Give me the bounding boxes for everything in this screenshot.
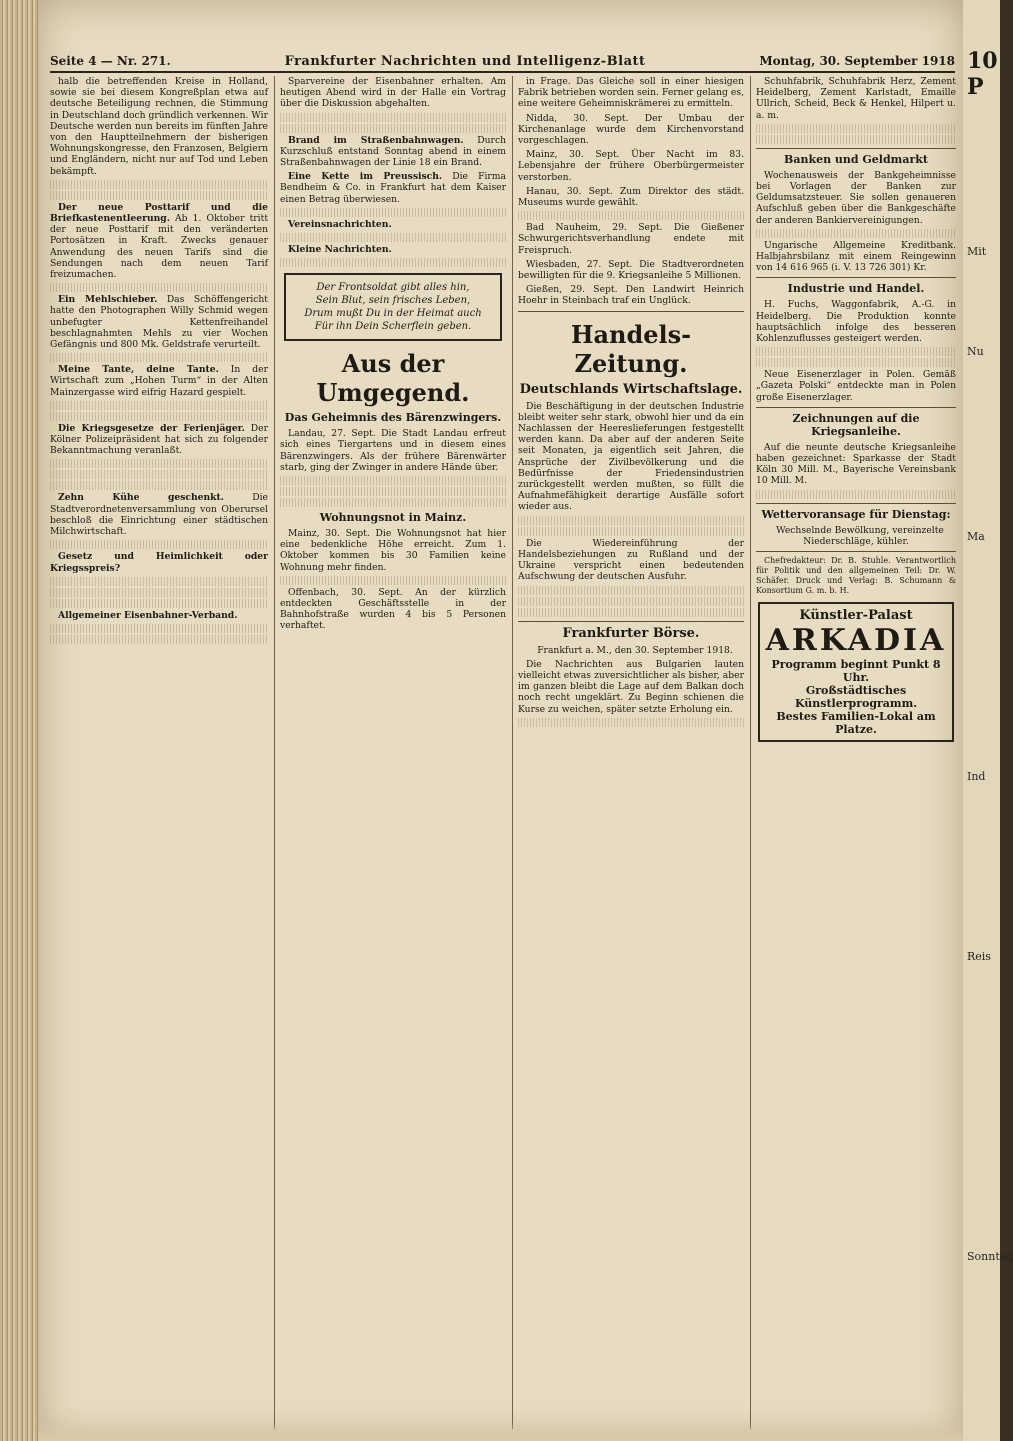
ad-line: Programm beginnt Punkt 8 Uhr. bbox=[771, 658, 941, 685]
text-filler bbox=[50, 599, 268, 608]
text-filler bbox=[280, 487, 506, 496]
article-text: Der Kölner Polizeipräsident hat sich zu folgender Bekanntmachung veranlaßt. bbox=[50, 422, 268, 457]
text-filler bbox=[518, 527, 744, 536]
poem-line: Sein Blut, sein frisches Leben, bbox=[315, 295, 471, 307]
column-rule bbox=[750, 76, 751, 1429]
article-heading: Brand im Straßenbahnwagen. bbox=[288, 134, 464, 146]
article-text: Sparvereine der Eisenbahner erhalten. Am heutigen Abend wird in der Halle ein Vortrag über die Diskussion abgehalten. bbox=[280, 76, 506, 110]
text-filler bbox=[50, 470, 268, 479]
article-heading: Vereinsnachrichten. bbox=[288, 218, 392, 230]
poem-line: Der Frontsoldat gibt alles hin, bbox=[316, 282, 470, 294]
article-heading: Wohnungsnot in Mainz. bbox=[319, 511, 467, 525]
article-heading: Allgemeiner Eisenbahner-Verband. bbox=[58, 609, 238, 621]
next-page-fragment: Sonntag bbox=[967, 1250, 1013, 1263]
article-heading: Zeichnungen auf die Kriegsanleihe. bbox=[792, 411, 920, 438]
column-rule bbox=[274, 76, 275, 1429]
header-rule bbox=[50, 71, 955, 73]
text-filler bbox=[280, 124, 506, 133]
article-text: Die Wiedereinführung der Handelsbeziehungen zu Rußland und der Ukraine verspricht einen bedeutenden Aufschwung der deutschen Ausfuhr. bbox=[518, 537, 744, 583]
article-heading: Gesetz und Heimlichkeit oder Kriegsspreis? bbox=[50, 551, 268, 574]
article-heading: Ein Mehlschieber. bbox=[58, 294, 158, 306]
text-filler bbox=[280, 258, 506, 267]
ad-line: Großstädtisches Künstlerprogramm. bbox=[794, 684, 918, 711]
article-text: halb die betreffenden Kreise in Holland, sowie sie bei diesem Kongreßplan etwa auf deutsche Beteiligung rechnen, die Stimmung in Deutschland doch gründlich verkennen. Wir Deutsche werden nun bereits im fünften Jahre von den Hauptteilnehmern der bisherigen Wohnungskongresse, den Franzosen, Belgiern und Engländern, nicht nur auf Tod und Leben bekämpft. bbox=[50, 76, 269, 177]
article-text: Hanau, 30. Sept. Zum Direktor des städt. Museums wurde gewählt. bbox=[518, 185, 744, 209]
page-shadow bbox=[38, 1421, 963, 1441]
article-text: Ab 1. Oktober tritt der neue Posttarif mit den veränderten Portosätzen in Kraft. Zwecks genauer Anwendung des neuen Tarifs sind die Sendungen nach dem neuen Tarif freizumachen. bbox=[50, 213, 269, 281]
article-text: Die Beschäftigung in der deutschen Industrie bleibt weiter sehr stark, obwohl hier und da ein Nachlassen der Heereslieferungen festgestellt werden kann. Da aber auf der anderen Seite seit Monaten, ja eigentlich seit Jahren, die Ansprüche der Zivilbevölkerung und die Bedürfnisse der Friedensindustrien zurückgestellt werden mußten, so füllt die Aufnahmefähigkeit derartige Ausfälle sofort wieder aus. bbox=[518, 400, 744, 513]
text-filler bbox=[50, 283, 268, 292]
article-text: Offenbach, 30. Sept. An der kürzlich entdeckten Geschäftsstelle in der Bahnhofstraße wurden 4 bis 5 Personen verhaftet. bbox=[280, 586, 506, 632]
text-filler bbox=[280, 208, 506, 217]
text-filler bbox=[50, 577, 268, 586]
text-filler bbox=[280, 576, 506, 585]
text-filler bbox=[50, 635, 268, 644]
article-text: Gießen, 29. Sept. Den Landwirt Heinrich Hoehr in Steinbach traf ein Unglück. bbox=[518, 284, 744, 307]
separator bbox=[756, 407, 956, 408]
article-text: Die Firma Bendheim & Co. in Frankfurt hat dem Kaiser einen Betrag überwiesen. bbox=[280, 171, 507, 205]
article-text: Auf die neunte deutsche Kriegsanleihe haben gezeichnet: Sparkasse der Stadt Köln 30 Mill. M., Bayerische Vereinsbank 10 Mill. M. bbox=[756, 441, 956, 487]
poem-line: Für ihn Dein Scherflein geben. bbox=[314, 321, 472, 333]
article-text: Nidda, 30. Sept. Der Umbau der Kirchenanlage wurde dem Kirchenvorstand vorgeschlagen. bbox=[518, 112, 744, 147]
poem-box bbox=[284, 273, 502, 341]
column-3 bbox=[518, 76, 744, 1429]
next-page-fragment: Mit bbox=[967, 245, 987, 258]
next-page-fragment: Ind bbox=[967, 770, 986, 783]
separator bbox=[756, 503, 956, 504]
newspaper-title: Frankfurter Nachrichten und Intelligenz-Blatt bbox=[284, 53, 646, 69]
article-text: Wochenausweis der Bankgeheimnisse bei Vorlagen der Banken zur Geldumsatzsteuer. Sie sollen genaueren Aufschluß geben über die Bankgeschäfte der anderen Bankiervereinigungen. bbox=[756, 169, 956, 226]
advertisement bbox=[758, 602, 954, 742]
article-text: Durch Kurzschluß entstand Sonntag abend in einem Straßenbahnwagen der Linie 18 ein Brand. bbox=[280, 134, 507, 169]
text-filler bbox=[756, 490, 956, 499]
book-page-edge bbox=[0, 0, 38, 1441]
text-filler bbox=[518, 597, 744, 606]
column-2 bbox=[280, 76, 506, 1429]
next-page-fragment: Ma bbox=[967, 530, 985, 543]
page-header bbox=[50, 52, 955, 70]
separator bbox=[756, 148, 956, 149]
text-filler bbox=[518, 718, 744, 727]
text-filler bbox=[50, 401, 268, 410]
section-title: Aus der Umgegend. bbox=[316, 349, 470, 408]
text-filler bbox=[50, 180, 268, 189]
text-filler bbox=[50, 588, 268, 597]
text-filler bbox=[756, 229, 956, 238]
article-heading: Frankfurter Börse. bbox=[562, 625, 700, 641]
article-heading: Deutschlands Wirtschaftslage. bbox=[519, 381, 743, 397]
text-filler bbox=[280, 476, 506, 485]
dateline: Frankfurt a. M., den 30. September 1918. bbox=[537, 644, 733, 656]
text-filler bbox=[756, 347, 956, 356]
article-text: in Frage. Das Gleiche soll in einer hiesigen Fabrik betrieben worden sein. Ferner gelang es, eine weitere Geheimniskrämerei zu ermitteln. bbox=[518, 76, 744, 110]
article-text: In der Wirtschaft zum „Hohen Turm“ in der Alten Mainzergasse wird eifrig Hazard gespielt. bbox=[50, 364, 268, 398]
article-heading: Die Kriegsgesetze der Ferienjäger. bbox=[58, 422, 245, 434]
poem-line: Drum mußt Du in der Heimat auch bbox=[304, 308, 482, 320]
article-text: Das Schöffengericht hatte den Photographen Willy Schmid wegen unbefugter Kettenfreihandel beschlagnahmten Mehls zu vier Wochen Gefängnis und 800 Mk. Geldstrafe verurteilt. bbox=[50, 294, 269, 351]
text-filler bbox=[50, 540, 268, 549]
text-filler bbox=[756, 358, 956, 367]
separator bbox=[756, 551, 956, 552]
text-filler bbox=[280, 233, 506, 242]
article-heading: Meine Tante, deine Tante. bbox=[58, 364, 219, 376]
weather-forecast: Wechselnde Bewölkung, vereinzelte Niederschläge, kühler. bbox=[776, 524, 944, 547]
text-filler bbox=[50, 459, 268, 468]
ad-name: ARKADIA bbox=[765, 623, 947, 659]
article-heading: Das Geheimnis des Bärenzwingers. bbox=[284, 411, 502, 425]
text-filler bbox=[280, 113, 506, 122]
ad-title: Künstler-Palast bbox=[799, 608, 913, 624]
text-filler bbox=[518, 516, 744, 525]
separator bbox=[756, 277, 956, 278]
newspaper-page bbox=[38, 0, 963, 1441]
article-text: Mainz, 30. Sept. Die Wohnungsnot hat hier eine bedenkliche Höhe erreicht. Zum 1. Oktober kommen bis 30 Familien keine Wohnung mehr finden. bbox=[280, 528, 506, 573]
page-number: Seite 4 — Nr. 271. bbox=[50, 54, 171, 68]
article-text: Neue Eisenerzlager in Polen. Gemäß „Gazeta Polski“ entdeckte man in Polen große Eisenerzlager. bbox=[756, 369, 956, 403]
text-filler bbox=[756, 124, 956, 133]
next-page-fragment: Nu bbox=[967, 345, 984, 358]
separator bbox=[518, 621, 744, 622]
text-filler bbox=[50, 353, 268, 362]
column-4 bbox=[756, 76, 956, 1429]
article-heading: Wettervoransage für Dienstag: bbox=[761, 507, 951, 521]
article-text: Die Nachrichten aus Bulgarien lauten vielleicht etwas zuversichtlicher als bisher, aber im ganzen bleibt die Lage auf dem Balkan doch noch recht ungeklärt. Zu Beginn schienen die Kurse zu weichen, später setzte Erholung ein. bbox=[518, 658, 744, 715]
article-text: Ungarische Allgemeine Kreditbank. Halbjahrsbilanz mit einem Reingewinn von 14 616 965 (i. V. 13 726 301) Kr. bbox=[756, 239, 956, 274]
separator bbox=[518, 311, 744, 312]
article-text: Die Stadtverordnetenversammlung von Oberursel beschloß die Einrichtung einer städtischen Milchwirtschaft. bbox=[50, 492, 268, 538]
text-filler bbox=[50, 191, 268, 200]
text-filler bbox=[50, 624, 268, 633]
next-page-number: 10 P bbox=[967, 48, 998, 100]
imprint: Chefredakteur: Dr. B. Stuhle. Verantwortlich für Politik und den allgemeinen Teil: Dr. W. Schäfer. Druck und Verlag: B. Schumann & Konsortium G. m. b. H. bbox=[756, 556, 956, 596]
issue-date: Montag, 30. September 1918 bbox=[759, 54, 955, 68]
article-text: Wiesbaden, 27. Sept. Die Stadtverordneten bewilligten für die 9. Kriegsanleihe 5 Millionen. bbox=[518, 258, 744, 282]
text-filler bbox=[756, 135, 956, 144]
ad-line: Bestes Familien-Lokal am Platze. bbox=[776, 710, 936, 737]
text-filler bbox=[280, 498, 506, 507]
column-rule bbox=[512, 76, 513, 1429]
text-filler bbox=[50, 481, 268, 490]
text-filler bbox=[518, 608, 744, 617]
article-heading: Der neue Posttarif und die Briefkastenentleerung. bbox=[50, 201, 268, 225]
article-text: H. Fuchs, Waggonfabrik, A.-G. in Heidelberg. Die Produktion konnte hauptsächlich infolge des besseren Kohlenzuflusses gesteigert werden. bbox=[756, 299, 956, 345]
article-text: Landau, 27. Sept. Die Stadt Landau erfreut sich eines Tiergartens und in diesem eines Bärenzwingers. Als der frühere Bärenwärter starb, ging der Zwinger in andere Hände über. bbox=[280, 428, 506, 473]
next-page-fragment: Reis bbox=[967, 950, 991, 963]
next-page-edge bbox=[963, 0, 1013, 1441]
article-heading: Zehn Kühe geschenkt. bbox=[58, 492, 224, 504]
article-text: Mainz, 30. Sept. Über Nacht im 83. Lebensjahre der frühere Oberbürgermeister verstorben. bbox=[518, 149, 744, 183]
text-filler bbox=[518, 586, 744, 595]
article-heading: Banken und Geldmarkt bbox=[784, 152, 928, 166]
text-filler bbox=[50, 412, 268, 421]
article-text: Bad Nauheim, 29. Sept. Die Gießener Schwurgerichtsverhandlung endete mit Freispruch. bbox=[518, 222, 744, 256]
article-text: Schuhfabrik, Schuhfabrik Herz, Zement Heidelberg, Zement Karlstadt, Emaille Ullrich, Scheid, Beck & Henkel, Hilpert u. a. m. bbox=[756, 76, 956, 121]
article-heading: Eine Kette im Preussisch. bbox=[288, 171, 443, 183]
article-heading: Industrie und Handel. bbox=[787, 282, 925, 296]
article-heading: Kleine Nachrichten. bbox=[288, 244, 392, 256]
column-1 bbox=[50, 76, 268, 1429]
section-title: Handels-Zeitung. bbox=[570, 319, 692, 378]
text-filler bbox=[518, 211, 744, 220]
